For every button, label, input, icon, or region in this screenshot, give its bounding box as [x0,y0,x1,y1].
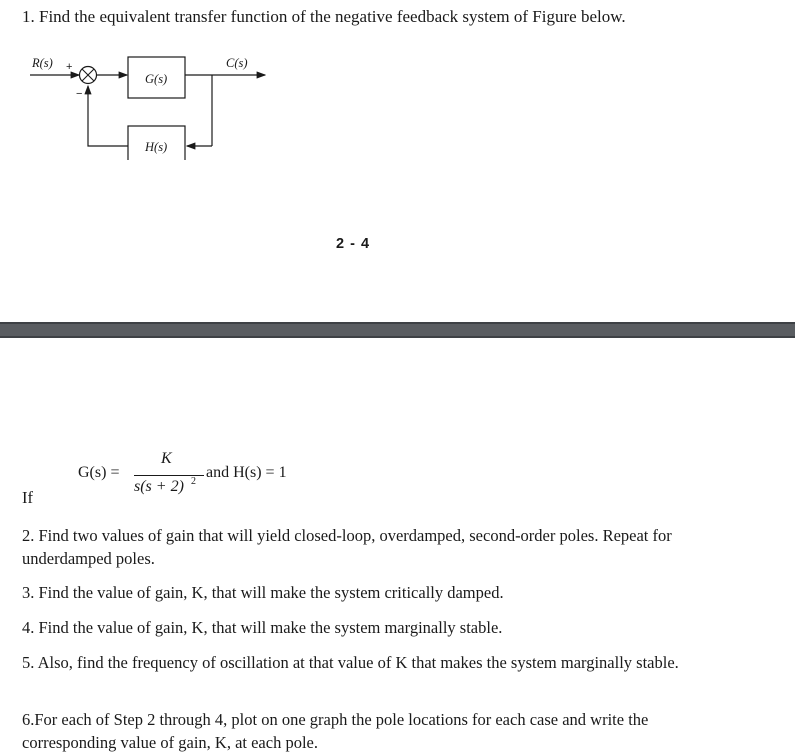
feedback-return-line [88,86,128,146]
block-diagram [0,50,300,160]
question-6: 6.For each of Step 2 through 4, plot on one graph the pole locations for each case and write the corresponding value of gain, K, at each pole. [22,710,649,752]
input-label: R(s) [32,56,53,70]
g-exponent: 2 [191,476,196,487]
h-definition: and H(s) = 1 [206,464,287,481]
if-label: If [22,488,33,507]
question-1: 1. Find the equivalent transfer function of the negative feedback system of Figure below. [22,7,626,26]
plus-sign: + [66,61,73,73]
minus-sign: − [76,88,83,100]
question-4: 4. Find the value of gain, K, that will make the system marginally stable. [22,618,503,637]
question-3: 3. Find the value of gain, K, that will make the system critically damped. [22,583,504,602]
question-5: 5. Also, find the frequency of oscillation at that value of K that makes the system marginally stable. [22,653,679,672]
g-lhs: G(s) = [78,464,120,481]
page-divider [0,322,795,338]
forward-block-label: G(s) [145,72,168,86]
g-numerator: K [161,450,172,467]
g-denominator: s(s + 2) [134,478,184,495]
question-2: 2. Find two values of gain that will yield closed-loop, overdamped, second-order poles. Repeat for underdamped poles. [22,526,672,568]
page-number: 2 - 4 [336,236,371,252]
feedback-block-label: H(s) [145,140,168,154]
summing-junction [80,67,97,84]
output-label: C(s) [226,56,248,70]
